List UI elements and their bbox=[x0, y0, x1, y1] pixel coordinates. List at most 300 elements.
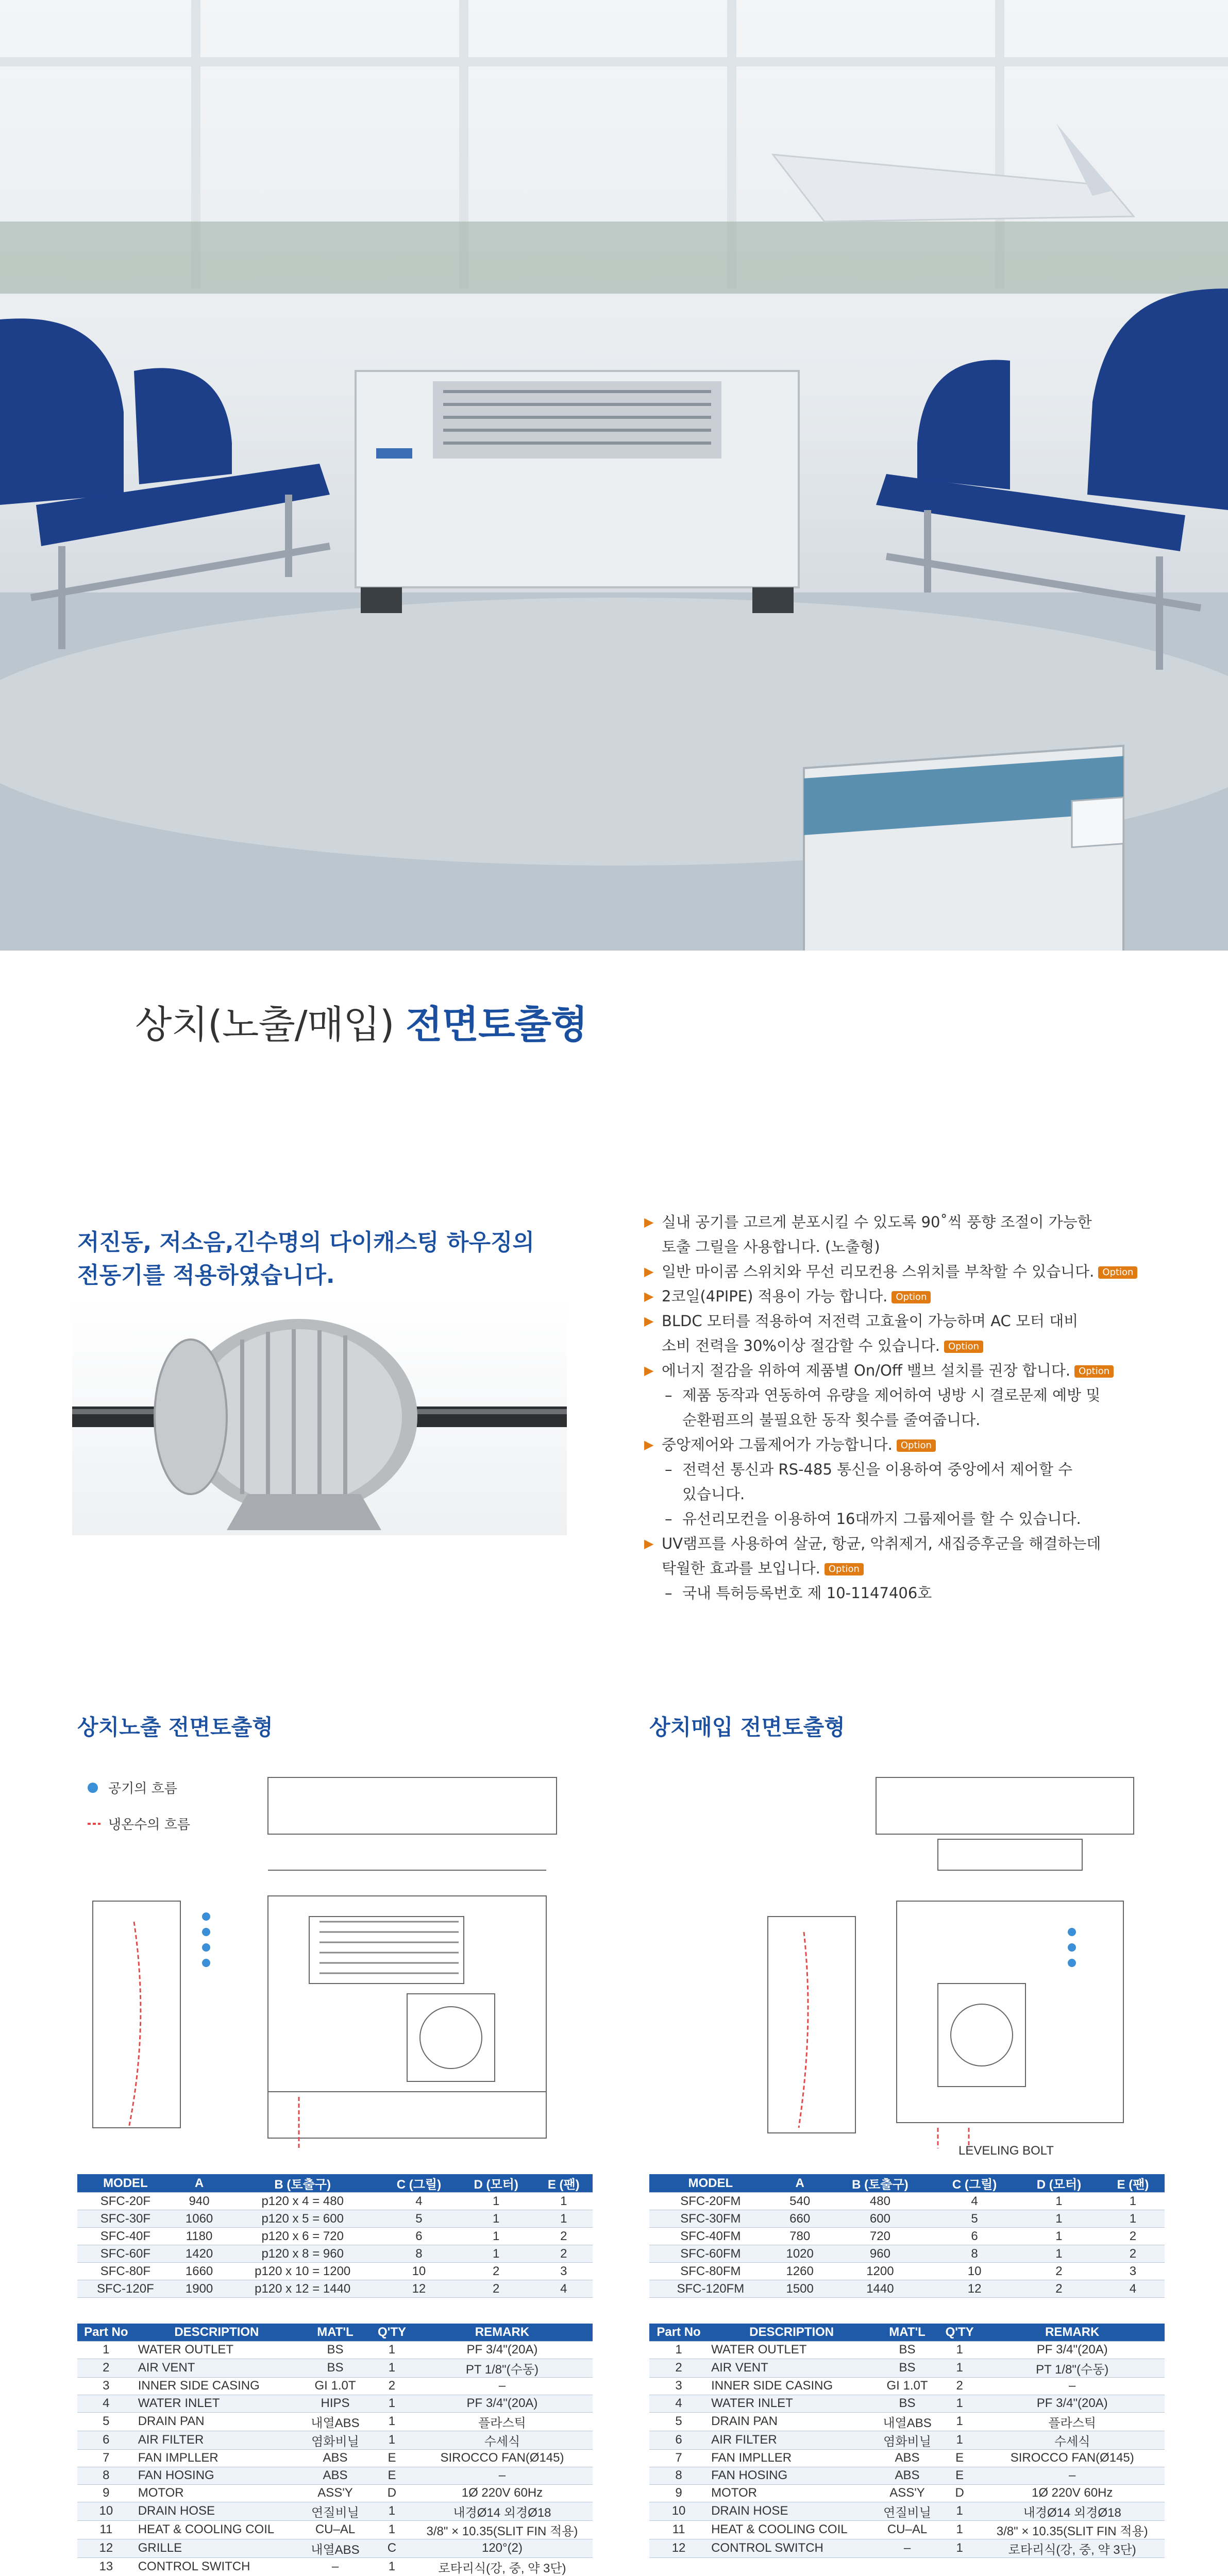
table-cell: 10 bbox=[77, 2502, 135, 2520]
table-header-cell: MODEL bbox=[649, 2174, 772, 2193]
table-cell: 3/8" × 10.35(SLIT FIN 적용) bbox=[412, 2520, 593, 2539]
table-cell: – bbox=[412, 2467, 593, 2484]
dimension-table-exposed bbox=[77, 2174, 593, 2298]
table-cell: 13 bbox=[77, 2557, 135, 2576]
table-header-cell: Part No bbox=[77, 2324, 135, 2341]
table-cell: AIR FILTER bbox=[135, 2431, 298, 2449]
table-header-cell: REMARK bbox=[412, 2324, 593, 2341]
table-cell: 1 bbox=[458, 2245, 535, 2263]
table-row bbox=[77, 2193, 593, 2210]
table-cell: SIROCCO FAN(Ø145) bbox=[412, 2449, 593, 2467]
table-cell: E bbox=[372, 2467, 412, 2484]
dimension-table-concealed bbox=[649, 2174, 1165, 2298]
table-cell: DRAIN HOSE bbox=[708, 2502, 875, 2520]
table-cell: 1 bbox=[372, 2502, 412, 2520]
table-cell: CONTROL SWITCH bbox=[708, 2539, 875, 2557]
table-cell: HEAT & COOLING COIL bbox=[708, 2520, 875, 2539]
legend bbox=[88, 1781, 190, 1833]
table-cell: 1 bbox=[939, 2431, 980, 2449]
table-cell: 5 bbox=[380, 2210, 458, 2228]
table-cell: 1 bbox=[372, 2431, 412, 2449]
table-row bbox=[649, 2377, 1165, 2395]
table-cell: p120 x 6 = 720 bbox=[225, 2228, 380, 2245]
table-cell: 1 bbox=[939, 2412, 980, 2431]
table-cell: 플라스틱 bbox=[412, 2412, 593, 2431]
table-row bbox=[649, 2449, 1165, 2467]
table-cell: 5 bbox=[932, 2210, 1017, 2228]
table-cell: 12 bbox=[77, 2539, 135, 2557]
table-row bbox=[649, 2193, 1165, 2210]
table-cell: 1180 bbox=[174, 2228, 225, 2245]
table-row bbox=[77, 2449, 593, 2467]
table-cell: 내열ABS bbox=[298, 2412, 372, 2431]
feature-item: ▶ 실내 공기를 고르게 분포시킬 수 있도록 90˚씩 풍향 조절이 가능한 bbox=[644, 1211, 1190, 1233]
table-cell: 1 bbox=[372, 2412, 412, 2431]
table-cell: SFC-60FM bbox=[649, 2245, 772, 2263]
table-cell: 1 bbox=[372, 2520, 412, 2539]
table-cell: 4 bbox=[77, 2395, 135, 2412]
table-cell: 2 bbox=[77, 2359, 135, 2377]
table-cell: – bbox=[298, 2557, 372, 2576]
table-cell: PF 3/4"(20A) bbox=[412, 2341, 593, 2359]
intro-headline-line-1: 저진동, 저소음,긴수명의 다이캐스팅 하우징의 bbox=[77, 1229, 534, 1256]
table-cell: E bbox=[939, 2449, 980, 2467]
table-cell: 2 bbox=[458, 2280, 535, 2298]
table-row bbox=[649, 2502, 1165, 2520]
table-row bbox=[77, 2377, 593, 2395]
table-row bbox=[77, 2467, 593, 2484]
table-cell: 720 bbox=[828, 2228, 933, 2245]
table-cell: 3 bbox=[649, 2377, 708, 2395]
table-header-cell: DESCRIPTION bbox=[708, 2324, 875, 2341]
table-row bbox=[649, 2412, 1165, 2431]
table-row bbox=[77, 2520, 593, 2539]
feature-item: ▶ 에너지 절감을 위하여 제품별 On/Off 밸브 설치를 권장 합니다. Option bbox=[644, 1359, 1190, 1382]
option-badge: Option bbox=[891, 1291, 931, 1303]
table-cell: 2 bbox=[1101, 2228, 1165, 2245]
table-cell: FAN HOSING bbox=[708, 2467, 875, 2484]
table-cell: 연질비닐 bbox=[298, 2502, 372, 2520]
table-cell: SFC-40F bbox=[77, 2228, 174, 2245]
table-cell: 1900 bbox=[174, 2280, 225, 2298]
legend-air-label: 공기의 흐름 bbox=[108, 1781, 177, 1797]
table-cell: 1420 bbox=[174, 2245, 225, 2263]
title-bold: 전면토출형 bbox=[406, 1003, 587, 1047]
table-cell: 1260 bbox=[772, 2263, 828, 2280]
exposed-unit-drawing bbox=[77, 1767, 624, 2159]
table-cell: 4 bbox=[649, 2395, 708, 2412]
table-cell: 12 bbox=[380, 2280, 458, 2298]
table-cell: – bbox=[412, 2377, 593, 2395]
feature-item-cont: 탁월한 효과를 보입니다. Option bbox=[644, 1557, 1190, 1580]
table-cell: D bbox=[372, 2484, 412, 2502]
table-row bbox=[77, 2280, 593, 2298]
table-cell: CU–AL bbox=[298, 2520, 372, 2539]
table-cell: PF 3/4"(20A) bbox=[412, 2395, 593, 2412]
table-cell: FAN HOSING bbox=[135, 2467, 298, 2484]
table-cell: WATER OUTLET bbox=[135, 2341, 298, 2359]
feature-item: ▶ 일반 마이콤 스위치와 무선 리모컨용 스위치를 부착할 수 있습니다. Option bbox=[644, 1260, 1190, 1283]
table-cell: 염화비닐 bbox=[298, 2431, 372, 2449]
feature-item: ▶ UV램프를 사용하여 살균, 항균, 악취제거, 새집증후군을 해결하는데 bbox=[644, 1532, 1190, 1555]
table-cell: 9 bbox=[77, 2484, 135, 2502]
table-cell: 수세식 bbox=[412, 2431, 593, 2449]
table-row bbox=[649, 2280, 1165, 2298]
section-title-concealed: 상치매입 전면토출형 bbox=[649, 1715, 845, 1740]
table-header-cell: MAT'L bbox=[875, 2324, 939, 2341]
table-cell: 780 bbox=[772, 2228, 828, 2245]
table-header-cell: C (그릴) bbox=[380, 2174, 458, 2193]
table-row bbox=[649, 2210, 1165, 2228]
table-cell: SFC-30F bbox=[77, 2210, 174, 2228]
table-cell: 1 bbox=[535, 2210, 593, 2228]
table-cell: 1 bbox=[1017, 2193, 1101, 2210]
table-header-row bbox=[77, 2324, 593, 2341]
table-cell: 4 bbox=[1101, 2280, 1165, 2298]
table-cell: 1 bbox=[1101, 2193, 1165, 2210]
table-cell: 8 bbox=[649, 2467, 708, 2484]
table-cell: 10 bbox=[380, 2263, 458, 2280]
table-row bbox=[649, 2520, 1165, 2539]
table-cell: 1440 bbox=[828, 2280, 933, 2298]
table-row bbox=[649, 2467, 1165, 2484]
option-badge: Option bbox=[1074, 1365, 1114, 1378]
table-cell: 660 bbox=[772, 2210, 828, 2228]
parts-table-exposed bbox=[77, 2324, 593, 2576]
table-cell: SFC-80F bbox=[77, 2263, 174, 2280]
table-cell: 2 bbox=[535, 2228, 593, 2245]
table-cell: 6 bbox=[77, 2431, 135, 2449]
section-title-exposed: 상치노출 전면토출형 bbox=[77, 1715, 273, 1740]
table-header-cell: A bbox=[772, 2174, 828, 2193]
table-cell: FAN IMPLLER bbox=[708, 2449, 875, 2467]
table-cell: E bbox=[939, 2467, 980, 2484]
option-badge: Option bbox=[944, 1341, 983, 1353]
table-cell: p120 x 4 = 480 bbox=[225, 2193, 380, 2210]
table-cell: HIPS bbox=[298, 2395, 372, 2412]
table-row bbox=[649, 2359, 1165, 2377]
table-row bbox=[77, 2412, 593, 2431]
table-cell: BS bbox=[298, 2359, 372, 2377]
exposed-drawing-svg bbox=[77, 1767, 624, 2159]
table-cell: DRAIN PAN bbox=[708, 2412, 875, 2431]
table-cell: C bbox=[372, 2539, 412, 2557]
table-cell: 1 bbox=[372, 2557, 412, 2576]
table-cell: 1660 bbox=[174, 2263, 225, 2280]
table-header-cell: B (토출구) bbox=[828, 2174, 933, 2193]
table-cell: 960 bbox=[828, 2245, 933, 2263]
table-cell: 1 bbox=[939, 2395, 980, 2412]
concealed-unit-drawing bbox=[649, 1767, 1196, 2159]
table-cell: 8 bbox=[380, 2245, 458, 2263]
table-cell: 내경Ø14 외경Ø18 bbox=[980, 2502, 1165, 2520]
feature-subitem-cont: 순환펌프의 불필요한 동작 횟수를 줄여줍니다. bbox=[682, 1411, 981, 1429]
table-cell: 940 bbox=[174, 2193, 225, 2210]
table-cell: BS bbox=[875, 2395, 939, 2412]
table-cell: PF 3/4"(20A) bbox=[980, 2395, 1165, 2412]
table-cell: 540 bbox=[772, 2193, 828, 2210]
table-cell: 내열ABS bbox=[298, 2539, 372, 2557]
option-badge: Option bbox=[897, 1439, 936, 1452]
table-cell: 3 bbox=[535, 2263, 593, 2280]
table-cell: – bbox=[980, 2377, 1165, 2395]
option-badge: Option bbox=[1098, 1266, 1137, 1279]
table-cell: 7 bbox=[649, 2449, 708, 2467]
table-cell: GRILLE bbox=[135, 2539, 298, 2557]
table-cell: 1 bbox=[1017, 2210, 1101, 2228]
table-cell: 6 bbox=[932, 2228, 1017, 2245]
table-cell: 3 bbox=[1101, 2263, 1165, 2280]
table-cell: 8 bbox=[77, 2467, 135, 2484]
table-cell: SFC-20F bbox=[77, 2193, 174, 2210]
feature-subitem: – 전력선 통신과 RS-485 통신을 이용하여 중앙에서 제어할 수 bbox=[644, 1458, 1190, 1481]
table-row bbox=[77, 2539, 593, 2557]
table-cell: CU–AL bbox=[875, 2520, 939, 2539]
table-cell: 480 bbox=[828, 2193, 933, 2210]
table-cell: INNER SIDE CASING bbox=[708, 2377, 875, 2395]
table-row bbox=[77, 2245, 593, 2263]
table-header-cell: E (팬) bbox=[535, 2174, 593, 2193]
table-cell: 5 bbox=[649, 2412, 708, 2431]
table-cell: ABS bbox=[875, 2467, 939, 2484]
table-cell: WATER OUTLET bbox=[708, 2341, 875, 2359]
table-cell: 1 bbox=[458, 2228, 535, 2245]
option-badge: Option bbox=[825, 1563, 864, 1575]
feature-subitem-cont: 있습니다. bbox=[682, 1485, 745, 1503]
table-cell: E bbox=[372, 2449, 412, 2467]
table-row bbox=[649, 2539, 1165, 2557]
table-cell: SFC-40FM bbox=[649, 2228, 772, 2245]
table-cell: p120 x 5 = 600 bbox=[225, 2210, 380, 2228]
table-header-row bbox=[77, 2174, 593, 2193]
table-cell: 1 bbox=[649, 2341, 708, 2359]
table-cell: 2 bbox=[1101, 2245, 1165, 2263]
table-header-cell: A bbox=[174, 2174, 225, 2193]
table-cell: AIR VENT bbox=[135, 2359, 298, 2377]
table-row bbox=[77, 2502, 593, 2520]
table-cell: 6 bbox=[380, 2228, 458, 2245]
legend-water-label: 냉온수의 흐름 bbox=[108, 1817, 190, 1833]
table-cell: FAN IMPLLER bbox=[135, 2449, 298, 2467]
table-cell: 1500 bbox=[772, 2280, 828, 2298]
table-cell: 내경Ø14 외경Ø18 bbox=[412, 2502, 593, 2520]
table-cell: 1 bbox=[939, 2341, 980, 2359]
table-cell: 1020 bbox=[772, 2245, 828, 2263]
table-cell: 2 bbox=[939, 2377, 980, 2395]
table-cell: INNER SIDE CASING bbox=[135, 2377, 298, 2395]
table-header-cell: C (그릴) bbox=[932, 2174, 1017, 2193]
table-cell: – bbox=[875, 2539, 939, 2557]
table-row bbox=[649, 2484, 1165, 2502]
table-cell: 3 bbox=[77, 2377, 135, 2395]
table-header-cell: Q'TY bbox=[372, 2324, 412, 2341]
table-cell: SFC-60F bbox=[77, 2245, 174, 2263]
table-row bbox=[77, 2210, 593, 2228]
feature-subitem: – 제품 동작과 연동하여 유량을 제어하여 냉방 시 결로문제 예방 및 bbox=[644, 1384, 1190, 1406]
table-header-cell: D (모터) bbox=[458, 2174, 535, 2193]
table-row bbox=[649, 2395, 1165, 2412]
table-row bbox=[649, 2228, 1165, 2245]
table-row bbox=[649, 2341, 1165, 2359]
page-title bbox=[135, 994, 587, 1049]
table-cell: PT 1/8"(수동) bbox=[980, 2359, 1165, 2377]
table-cell: 5 bbox=[77, 2412, 135, 2431]
table-cell: 2 bbox=[458, 2263, 535, 2280]
table-cell: 내열ABS bbox=[875, 2412, 939, 2431]
table-cell: p120 x 10 = 1200 bbox=[225, 2263, 380, 2280]
table-cell: 1 bbox=[458, 2193, 535, 2210]
table-cell: WATER INLET bbox=[135, 2395, 298, 2412]
feature-item: ▶ 2코일(4PIPE) 적용이 가능 합니다. Option bbox=[644, 1285, 1190, 1308]
table-header-cell: Part No bbox=[649, 2324, 708, 2341]
table-cell: 2 bbox=[1017, 2280, 1101, 2298]
table-cell: SFC-20FM bbox=[649, 2193, 772, 2210]
table-cell: 수세식 bbox=[980, 2431, 1165, 2449]
hero-photo bbox=[0, 0, 1228, 951]
table-cell: BS bbox=[875, 2341, 939, 2359]
table-cell: 2 bbox=[535, 2245, 593, 2263]
table-cell: 로타리식(강, 중, 약 3단) bbox=[980, 2539, 1165, 2557]
table-cell: SFC-30FM bbox=[649, 2210, 772, 2228]
table-cell: 12 bbox=[932, 2280, 1017, 2298]
table-cell: CONTROL SWITCH bbox=[135, 2557, 298, 2576]
table-cell: 4 bbox=[535, 2280, 593, 2298]
table-row bbox=[649, 2263, 1165, 2280]
table-cell: SFC-80FM bbox=[649, 2263, 772, 2280]
feature-subitem: – 국내 특허등록번호 제 10-1147406호 bbox=[644, 1582, 1190, 1604]
table-cell: MOTOR bbox=[135, 2484, 298, 2502]
table-header-row bbox=[649, 2324, 1165, 2341]
table-cell: 로타리식(강, 중, 약 3단) bbox=[412, 2557, 593, 2576]
table-cell: 1 bbox=[458, 2210, 535, 2228]
table-cell: SFC-120FM bbox=[649, 2280, 772, 2298]
table-cell: 2 bbox=[1017, 2263, 1101, 2280]
table-cell: 1Ø 220V 60Hz bbox=[412, 2484, 593, 2502]
table-header-cell: E (팬) bbox=[1101, 2174, 1165, 2193]
table-row bbox=[77, 2228, 593, 2245]
feature-subitem: – 유선리모컨을 이용하여 16대까지 그룹제어를 할 수 있습니다. bbox=[644, 1507, 1190, 1530]
table-cell: BS bbox=[875, 2359, 939, 2377]
table-cell: D bbox=[939, 2484, 980, 2502]
table-row bbox=[649, 2431, 1165, 2449]
table-cell: 1200 bbox=[828, 2263, 933, 2280]
intro-headline bbox=[77, 1226, 593, 1292]
table-cell: SIROCCO FAN(Ø145) bbox=[980, 2449, 1165, 2467]
table-row bbox=[77, 2341, 593, 2359]
table-cell: 4 bbox=[380, 2193, 458, 2210]
table-cell: GI 1.0T bbox=[298, 2377, 372, 2395]
table-cell: 6 bbox=[649, 2431, 708, 2449]
concealed-drawing-svg bbox=[649, 1767, 1196, 2159]
table-row bbox=[77, 2263, 593, 2280]
table-row bbox=[77, 2359, 593, 2377]
table-cell: 1Ø 220V 60Hz bbox=[980, 2484, 1165, 2502]
table-row bbox=[77, 2395, 593, 2412]
table-header-cell: B (토출구) bbox=[225, 2174, 380, 2193]
feature-list bbox=[644, 1211, 1190, 1606]
table-header-cell: Q'TY bbox=[939, 2324, 980, 2341]
table-cell: 600 bbox=[828, 2210, 933, 2228]
table-cell: 11 bbox=[77, 2520, 135, 2539]
table-cell: ABS bbox=[875, 2449, 939, 2467]
table-header-row bbox=[649, 2174, 1165, 2193]
table-header-cell: REMARK bbox=[980, 2324, 1165, 2341]
table-cell: DRAIN HOSE bbox=[135, 2502, 298, 2520]
table-cell: 1 bbox=[77, 2341, 135, 2359]
table-header-cell: DESCRIPTION bbox=[135, 2324, 298, 2341]
table-cell: 2 bbox=[649, 2359, 708, 2377]
table-cell: 1 bbox=[372, 2395, 412, 2412]
table-cell: 10 bbox=[932, 2263, 1017, 2280]
table-row bbox=[77, 2484, 593, 2502]
table-header-cell: MAT'L bbox=[298, 2324, 372, 2341]
table-cell: WATER INLET bbox=[708, 2395, 875, 2412]
table-cell: GI 1.0T bbox=[875, 2377, 939, 2395]
table-cell: 염화비닐 bbox=[875, 2431, 939, 2449]
table-cell: 1 bbox=[939, 2520, 980, 2539]
table-cell: MOTOR bbox=[708, 2484, 875, 2502]
feature-item: ▶ 중앙제어와 그룹제어가 가능합니다. Option bbox=[644, 1433, 1190, 1456]
intro-headline-line-2: 전동기를 적용하였습니다. bbox=[77, 1262, 335, 1289]
table-cell: 7 bbox=[77, 2449, 135, 2467]
table-cell: AIR FILTER bbox=[708, 2431, 875, 2449]
table-header-cell: MODEL bbox=[77, 2174, 174, 2193]
table-cell: 1 bbox=[939, 2502, 980, 2520]
parts-table-concealed bbox=[649, 2324, 1165, 2558]
table-cell: ABS bbox=[298, 2467, 372, 2484]
table-cell: 1 bbox=[1017, 2228, 1101, 2245]
table-cell: 1 bbox=[939, 2539, 980, 2557]
table-cell: SFC-120F bbox=[77, 2280, 174, 2298]
table-cell: 1 bbox=[372, 2359, 412, 2377]
table-cell: 11 bbox=[649, 2520, 708, 2539]
table-cell: p120 x 12 = 1440 bbox=[225, 2280, 380, 2298]
table-cell: 1 bbox=[372, 2341, 412, 2359]
table-cell: DRAIN PAN bbox=[135, 2412, 298, 2431]
table-cell: ABS bbox=[298, 2449, 372, 2467]
table-cell: – bbox=[980, 2467, 1165, 2484]
table-cell: 1060 bbox=[174, 2210, 225, 2228]
table-cell: 플라스틱 bbox=[980, 2412, 1165, 2431]
table-cell: 연질비닐 bbox=[875, 2502, 939, 2520]
feature-item-cont: 소비 전력을 30%이상 절감할 수 있습니다. Option bbox=[644, 1334, 1190, 1357]
table-cell: 8 bbox=[932, 2245, 1017, 2263]
table-cell: 12 bbox=[649, 2539, 708, 2557]
table-cell: 1 bbox=[1017, 2245, 1101, 2263]
table-cell: 9 bbox=[649, 2484, 708, 2502]
table-row bbox=[649, 2245, 1165, 2263]
table-cell: 3/8" × 10.35(SLIT FIN 적용) bbox=[980, 2520, 1165, 2539]
leveling-bolt-label: LEVELING BOLT bbox=[958, 2144, 1054, 2158]
table-cell: 4 bbox=[932, 2193, 1017, 2210]
motor-illustration bbox=[72, 1298, 567, 1535]
table-cell: PF 3/4"(20A) bbox=[980, 2341, 1165, 2359]
table-cell: ASS'Y bbox=[875, 2484, 939, 2502]
feature-item-cont: 토출 그릴을 사용합니다. (노출형) bbox=[662, 1238, 880, 1256]
table-row bbox=[77, 2557, 593, 2576]
table-cell: PT 1/8"(수동) bbox=[412, 2359, 593, 2377]
table-cell: 120°(2) bbox=[412, 2539, 593, 2557]
table-cell: 1 bbox=[535, 2193, 593, 2210]
table-cell: AIR VENT bbox=[708, 2359, 875, 2377]
table-row bbox=[77, 2431, 593, 2449]
table-cell: 1 bbox=[939, 2359, 980, 2377]
airport-lounge-illustration bbox=[0, 0, 1228, 951]
title-main: 상치(노출/매입) bbox=[135, 1003, 394, 1047]
table-cell: 1 bbox=[1101, 2210, 1165, 2228]
table-cell: ASS'Y bbox=[298, 2484, 372, 2502]
table-cell: HEAT & COOLING COIL bbox=[135, 2520, 298, 2539]
